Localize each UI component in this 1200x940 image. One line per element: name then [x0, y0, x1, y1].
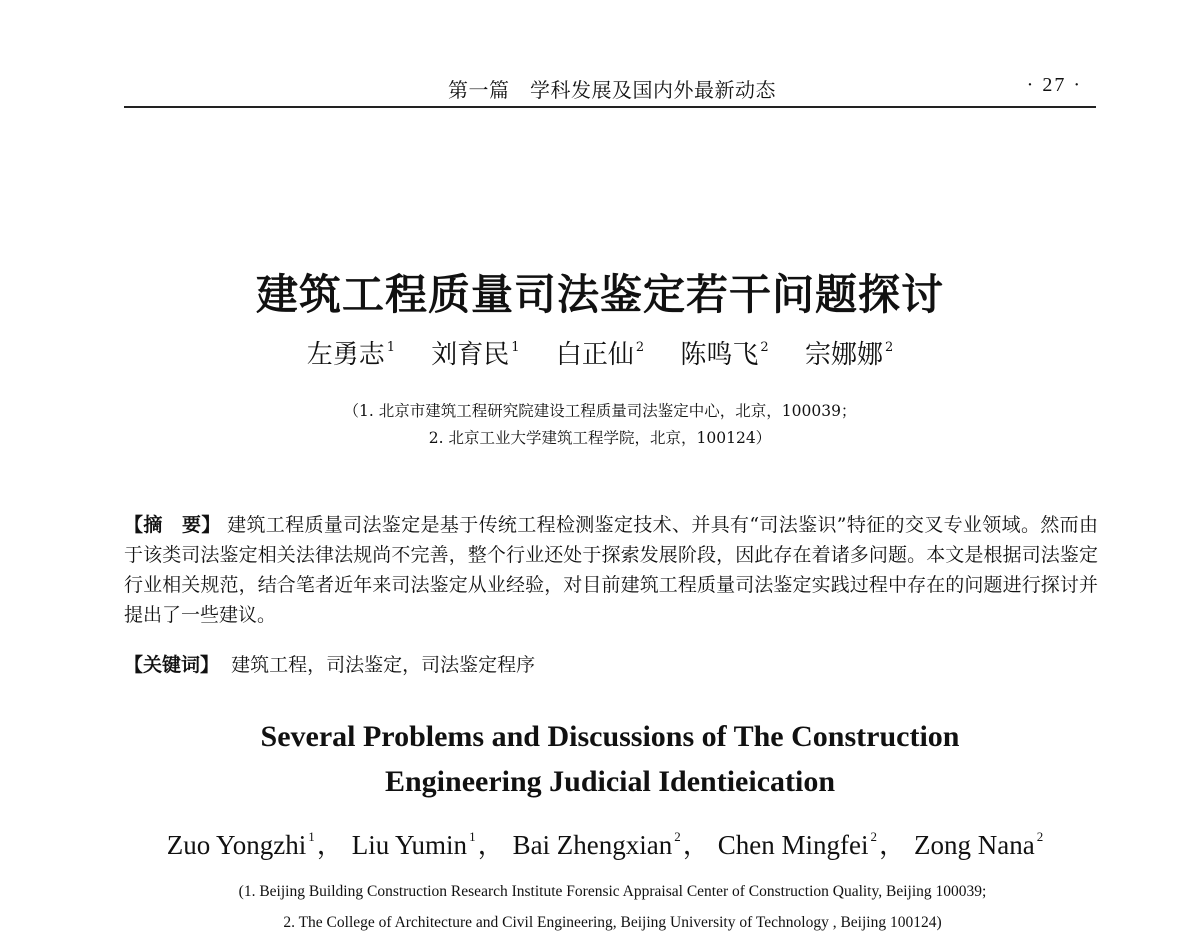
author-name: Chen Mingfei — [717, 830, 869, 860]
author-name: 白正仙 — [555, 340, 634, 370]
author-en — [718, 829, 877, 861]
author-name: Zuo Yongzhi — [166, 830, 307, 860]
title-en-line: Several Problems and Discussions of The Construction — [260, 720, 960, 753]
title-en-line: Engineering Judicial Identieication — [384, 765, 836, 798]
author-list-cn — [0, 334, 1200, 371]
affiliation-line: （1. 北京市建筑工程研究院建设工程质量司法鉴定中心，北京，100039； — [343, 402, 857, 420]
author-separator: ， — [682, 830, 710, 860]
affiliation-line: 2. The College of Architecture and Civil Engineering, Beijing University of Technology , Beijing 100124) — [283, 914, 942, 931]
affiliation-line: 2. 北京工业大学建筑工程学院，北京，100124） — [428, 429, 772, 447]
keywords-text: 建筑工程，司法鉴定，司法鉴定程序 — [231, 654, 536, 676]
author-affiliation-mark: 2 — [1036, 829, 1044, 844]
author-affiliation-mark: 1 — [386, 340, 396, 355]
author-affiliation-mark: 2 — [870, 829, 878, 844]
author-separator: ， — [477, 830, 505, 860]
paper-title-en — [0, 714, 1200, 804]
author-affiliation-mark: 1 — [469, 829, 476, 844]
author-en — [352, 829, 476, 861]
author-affiliation-mark: 1 — [511, 340, 520, 355]
affiliations-cn — [0, 398, 1200, 452]
affiliation-line: (1. Beijing Building Construction Research Institute Forensic Appraisal Center of Construction Quality, Beijing 100039; — [238, 883, 987, 900]
author-cn — [431, 334, 519, 371]
header-section-title: 第一篇 学科发展及国内外最新动态 — [448, 78, 776, 102]
keywords-label: 【关键词】 — [124, 654, 220, 676]
affiliations-en — [0, 876, 1200, 938]
author-name: 刘育民 — [431, 340, 510, 370]
paper-title-cn: 建筑工程质量司法鉴定若干问题探讨 — [255, 270, 944, 319]
author-affiliation-mark: 2 — [635, 340, 645, 355]
abstract-text: 建筑工程质量司法鉴定是基于传统工程检测鉴定技术、并具有“司法鉴识”特征的交叉专业领域。然而由于该类司法鉴定相关法律法规尚不完善，整个行业还处于探索发展阶段，因此存在着诸多问题。本文是根据司法鉴定行业相关规范，结合笔者近年来司法鉴定从业经验，对目前建筑工程质量司法鉴定实践过程中存在的问题进行探讨并提出了一些建议。 — [124, 514, 1098, 626]
author-separator: ， — [316, 830, 344, 860]
running-header — [124, 72, 1096, 108]
author-cn — [680, 334, 768, 371]
author-en — [914, 829, 1043, 861]
author-cn — [307, 334, 395, 371]
author-affiliation-mark: 1 — [308, 829, 315, 844]
author-affiliation-mark: 2 — [760, 340, 769, 355]
author-separator: ， — [879, 830, 907, 860]
author-affiliation-mark: 2 — [674, 829, 681, 844]
author-en — [513, 829, 681, 861]
abstract — [124, 510, 1098, 630]
author-cn — [556, 334, 644, 371]
author-list-en — [0, 823, 1200, 862]
author-name: 左勇志 — [306, 340, 385, 370]
author-en — [167, 829, 315, 861]
keywords — [124, 650, 1098, 680]
abstract-label: 【摘 要】 — [124, 514, 221, 536]
author-name: 宗娜娜 — [804, 340, 883, 370]
author-name: 陈鸣飞 — [680, 340, 759, 370]
header-page-number: · 27 · — [1026, 74, 1082, 96]
author-affiliation-mark: 2 — [884, 340, 894, 355]
author-name: Liu Yumin — [351, 830, 468, 860]
author-name: Bai Zhengxian — [512, 830, 673, 860]
author-name: Zong Nana — [914, 830, 1035, 860]
author-cn — [805, 334, 893, 371]
